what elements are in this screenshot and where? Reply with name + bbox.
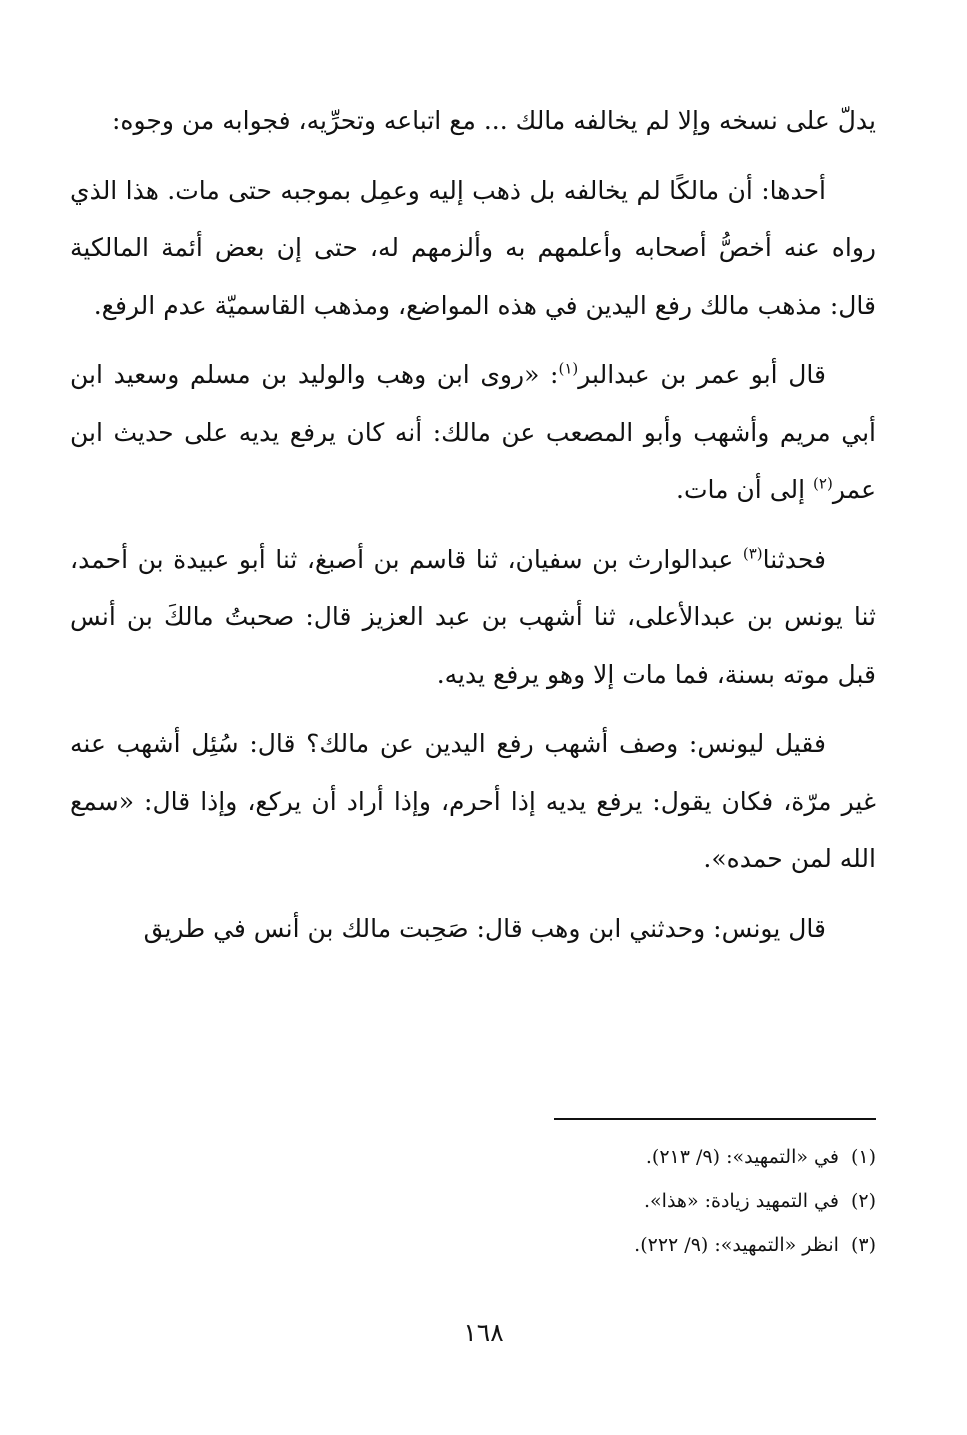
footnotes: [70, 1135, 876, 1267]
paragraph-3-part-3: إلى أن مات.: [676, 475, 814, 504]
footnote-2-number: (٢): [850, 1190, 876, 1212]
paragraph-4: [70, 531, 876, 704]
paragraph-3-part-1: قال أبو عمر بن عبدالبر: [578, 360, 827, 389]
footnote-3: [70, 1223, 876, 1267]
footnote-2-text: في التمهيد زيادة: «هذا».: [644, 1190, 839, 1212]
paragraph-4-part-2: عبدالوارث بن سفيان، ثنا قاسم بن أصبغ، ثنا أبو عبيدة بن أحمد، ثنا يونس بن عبدالأعلى، ثنا أشهب بن عبد العزيز قال: صحبتُ مالكَ بن أنس قبل موته بسنة، فما مات إلا وهو يرفع يديه.: [70, 544, 876, 689]
paragraph-5: فقيل ليونس: وصف أشهب رفع اليدين عن مالك؟ قال: سُئِل أشهب عنه غير مرّة، فكان يقول: يرفع يديه إذا أحرم، وإذا أراد أن يركع، وإذا قال: «سمع الله لمن حمده».: [70, 729, 876, 873]
main-text: [70, 92, 876, 969]
paragraph-1: يدلّ على نسخه وإلا لم يخالفه مالك ... مع اتباعه وتحرِّيه، فجوابه من وجوه:: [111, 106, 876, 135]
footnote-3-text: انظر «التمهيد»: (٩/ ٢٢٢).: [634, 1234, 839, 1256]
paragraph-4-part-1: فحدثنا: [762, 544, 826, 574]
footnote-ref-2: (٢): [813, 474, 833, 493]
footnote-ref-3: (٣): [742, 544, 763, 563]
paragraph-3: [70, 346, 876, 519]
paragraph-6: قال يونس: وحدثني ابن وهب قال: صَحِبت مالك بن أنس في طريق: [143, 913, 826, 943]
paragraph-3-part-2: : «روى ابن وهب والوليد بن مسلم وسعيد ابن أبي مريم وأشهب وأبو المصعب عن مالك: أنه كان يرفع يديه على حديث ابن عمر: [70, 360, 876, 504]
footnote-1-number: (١): [850, 1146, 876, 1168]
footnote-2: [70, 1179, 876, 1223]
page-number: ١٦٨: [463, 1318, 504, 1347]
footnote-3-number: (٣): [850, 1234, 876, 1256]
footnote-1-text: في «التمهيد»: (٩/ ٢١٣).: [645, 1146, 839, 1168]
paragraph-2: أحدها: أن مالكًا لم يخالفه بل ذهب إليه وعمِل بموجبه حتى مات. هذا الذي رواه عنه أخصُّ أصحابه وأعلمهم به وألزمهم له، حتى إن بعض أئمة المالكية قال: مذهب مالك رفع اليدين في هذه المواضع، ومذهب القاسميّة عدم الرفع.: [70, 175, 876, 320]
footnote-1: [70, 1135, 876, 1179]
footnote-ref-1: (١): [558, 359, 579, 378]
footnote-divider: [554, 1118, 876, 1120]
